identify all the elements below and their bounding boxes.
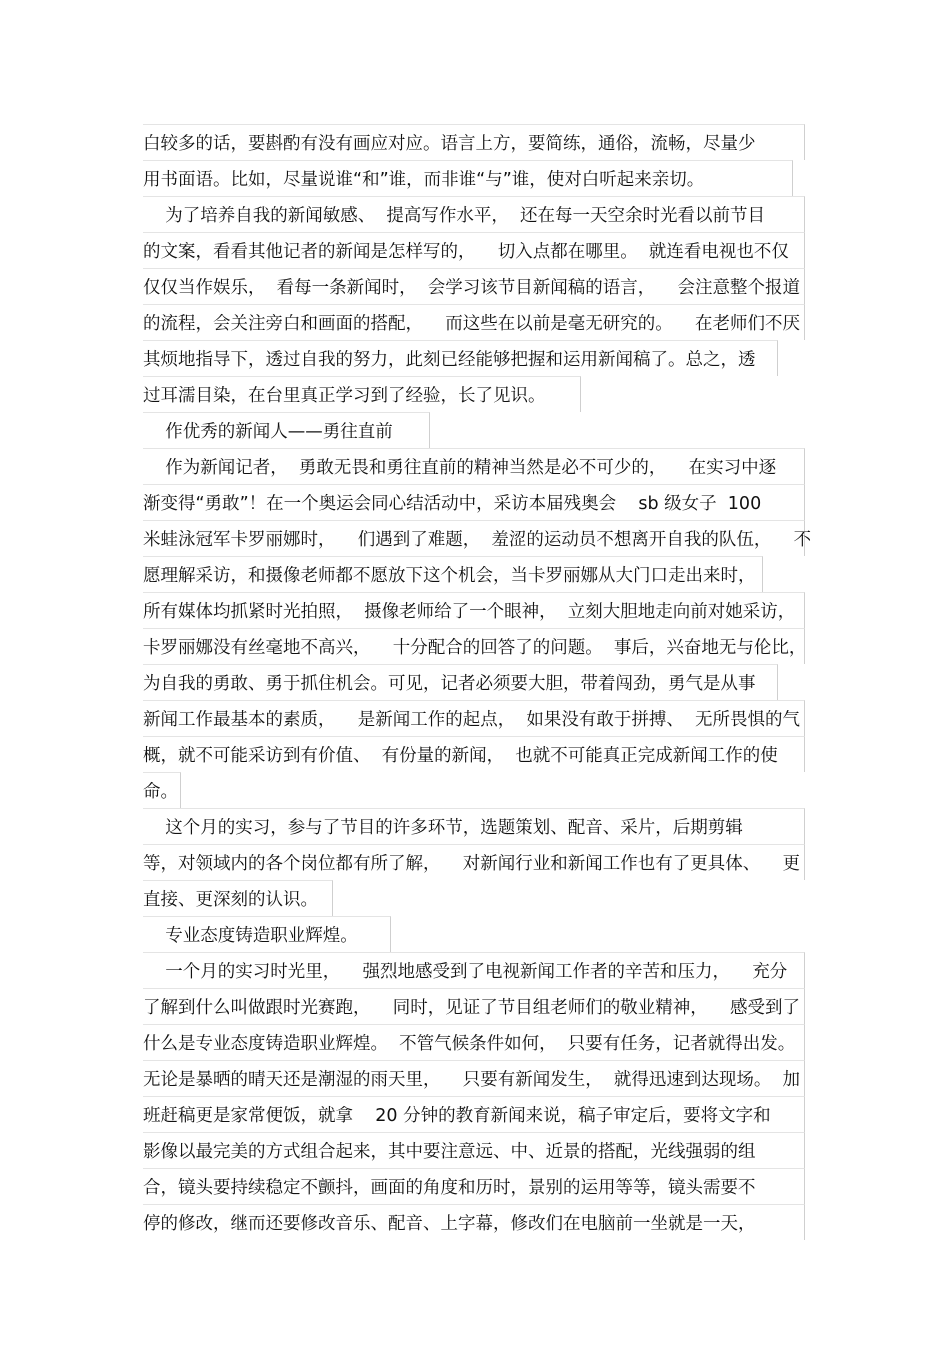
text-line: 命。 [143, 772, 181, 808]
text-line: 作为新闻记者， 勇敢无畏和勇往直前的精神当然是必不可少的， 在实习中逐 [143, 448, 805, 484]
text-line: 直接、更深刻的认识。 [143, 880, 333, 916]
text-line: 愿理解采访，和摄像老师都不愿放下这个机会，当卡罗丽娜从大门口走出来时， [143, 556, 763, 592]
text-line: 影像以最完美的方式组合起来，其中要注意远、中、近景的搭配，光线强弱的组 [143, 1132, 805, 1168]
section-heading: 专业态度铸造职业辉煌。 [143, 916, 391, 952]
text-line: 一个月的实习时光里， 强烈地感受到了电视新闻工作者的辛苦和压力， 充分 [143, 952, 805, 988]
text-line: 米蛙泳冠军卡罗丽娜时， 们遇到了难题， 羞涩的运动员不想离开自我的队伍， 不 [143, 520, 805, 556]
text-line: 这个月的实习，参与了节目的许多环节，选题策划、配音、采片，后期剪辑 [143, 808, 805, 844]
text-line: 所有媒体均抓紧时光拍照， 摄像老师给了一个眼神， 立刻大胆地走向前对她采访， [143, 592, 805, 628]
text-line: 了解到什么叫做跟时光赛跑， 同时，见证了节目组老师们的敬业精神， 感受到了 [143, 988, 805, 1024]
text-line: 新闻工作最基本的素质， 是新闻工作的起点， 如果没有敢于拼搏、 无所畏惧的气 [143, 700, 805, 736]
text-line: 停的修改，继而还要修改音乐、配音、上字幕，修改们在电脑前一坐就是一天， [143, 1204, 805, 1240]
text-line: 无论是暴晒的晴天还是潮湿的雨天里， 只要有新闻发生， 就得迅速到达现场。 加 [143, 1060, 805, 1096]
text-line: 其烦地指导下，透过自我的努力，此刻已经能够把握和运用新闻稿了。总之，透 [143, 340, 778, 376]
text-line: 白较多的话，要斟酌有没有画应对应。语言上方，要简练，通俗，流畅，尽量少 [143, 124, 805, 160]
section-heading: 作优秀的新闻人——勇往直前 [143, 412, 430, 448]
text-line: 卡罗丽娜没有丝毫地不高兴， 十分配合的回答了的问题。 事后，兴奋地无与伦比， [143, 628, 805, 664]
text-line: 为了培养自我的新闻敏感、 提高写作水平， 还在每一天空余时光看以前节目 [143, 196, 805, 232]
text-line: 概，就不可能采访到有价值、 有份量的新闻， 也就不可能真正完成新闻工作的使 [143, 736, 805, 772]
text-line: 为自我的勇敢、勇于抓住机会。可见，记者必须要大胆，带着闯劲，勇气是从事 [143, 664, 778, 700]
text-line: 班赶稿更是家常便饭，就拿 20 分钟的教育新闻来说，稿子审定后，要将文字和 [143, 1096, 805, 1132]
text-line: 仅仅当作娱乐， 看每一条新闻时， 会学习该节目新闻稿的语言， 会注意整个报道 [143, 268, 805, 304]
text-line: 的文案，看看其他记者的新闻是怎样写的， 切入点都在哪里。 就连看电视也不仅 [143, 232, 805, 268]
text-line: 用书面语。比如，尽量说谁“和”谁，而非谁“与”谁，使对白听起来亲切。 [143, 160, 793, 196]
text-line: 的流程，会关注旁白和画面的搭配， 而这些在以前是毫无研究的。 在老师们不厌 [143, 304, 805, 340]
text-line: 渐变得“勇敢”！在一个奥运会同心结活动中，采访本届残奥会 sb 级女子 100 [143, 484, 805, 520]
text-line: 过耳濡目染，在台里真正学习到了经验，长了见识。 [143, 376, 581, 412]
text-line: 等，对领域内的各个岗位都有所了解， 对新闻行业和新闻工作也有了更具体、 更 [143, 844, 805, 880]
text-line: 合，镜头要持续稳定不颤抖，画面的角度和历时，景别的运用等等，镜头需要不 [143, 1168, 805, 1204]
text-line: 什么是专业态度铸造职业辉煌。 不管气候条件如何， 只要有任务，记者就得出发。 [143, 1024, 805, 1060]
